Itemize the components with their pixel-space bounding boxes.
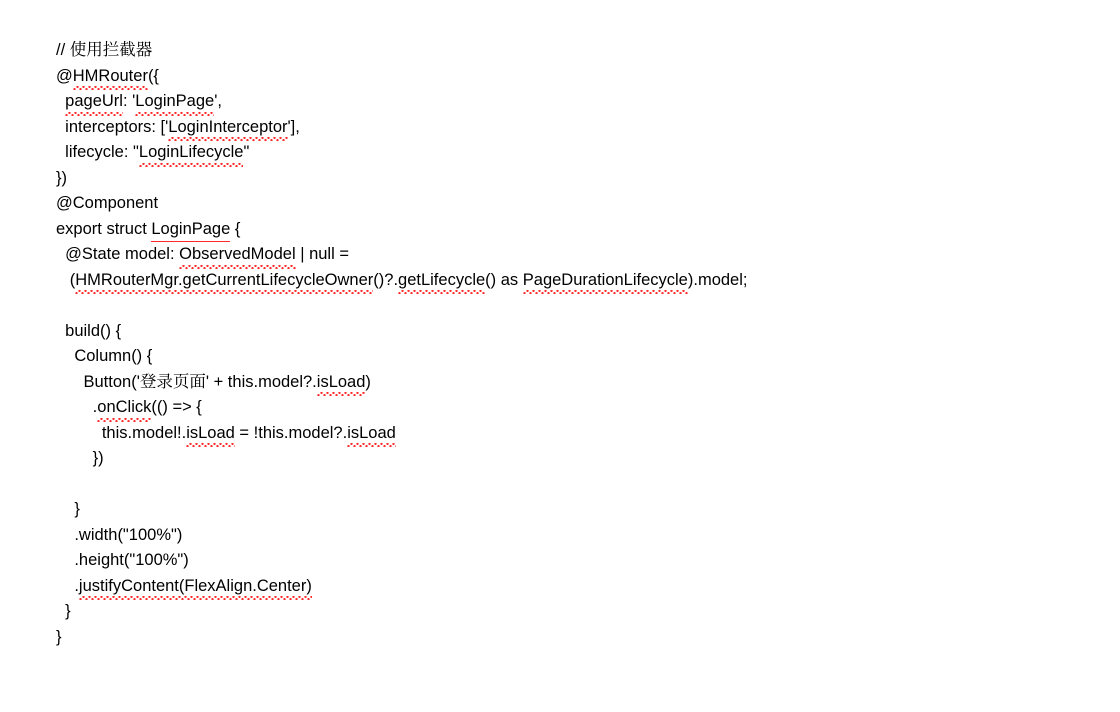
code-line: [56, 599, 1096, 625]
code-line: [56, 115, 1096, 141]
code-text: ): [365, 372, 371, 391]
code-text: Column() {: [56, 347, 153, 365]
code-text: ).model;: [687, 270, 748, 289]
code-text: onClick: [97, 395, 151, 421]
code-line: [56, 64, 1096, 90]
code-line: [56, 38, 1096, 64]
code-text: }): [56, 168, 68, 187]
code-text: HMRouterMgr.getCurrentLifecycleOwner: [75, 268, 373, 294]
code-line-blank: [56, 472, 1096, 498]
code-line: [56, 574, 1096, 600]
code-text: @Component: [56, 194, 159, 212]
code-text: isLoad: [186, 421, 235, 447]
code-text: () as: [485, 270, 523, 289]
code-text: }: [56, 627, 62, 646]
code-text: ()?.: [373, 270, 399, 289]
code-text: }): [56, 449, 104, 467]
code-text: lifecycle: ": [56, 143, 139, 161]
code-text: }: [56, 602, 71, 620]
code-text: '],: [287, 117, 300, 136]
code-text: pageUrl: [65, 89, 123, 115]
code-line: [56, 344, 1096, 370]
code-line: [56, 89, 1096, 115]
code-text: {: [230, 219, 241, 238]
code-text: HMRouter: [73, 64, 148, 90]
code-text: .: [56, 398, 98, 416]
code-text: getLifecycle: [398, 268, 485, 294]
code-text: ObservedModel: [179, 242, 295, 268]
code-text: this.model!.: [56, 423, 187, 442]
code-snippet: [56, 38, 1096, 650]
code-text: .width("100%"): [56, 525, 183, 544]
code-text: ({: [147, 66, 159, 85]
code-line: [56, 446, 1096, 472]
code-text: ": [243, 143, 250, 161]
code-text: export struct: [56, 219, 152, 238]
code-text: isLoad: [317, 370, 366, 396]
code-text: justifyContent(FlexAlign.Center): [79, 574, 312, 600]
code-line: [56, 523, 1096, 549]
code-text: // 使用拦截器: [56, 41, 153, 59]
code-line: [56, 395, 1096, 421]
code-line: [56, 268, 1096, 294]
code-line: [56, 166, 1096, 192]
code-line: [56, 140, 1096, 166]
code-text: | null =: [295, 245, 349, 263]
code-line: [56, 497, 1096, 523]
code-line-blank: [56, 293, 1096, 319]
code-text: interceptors: [': [56, 117, 169, 136]
code-text: LoginLifecycle: [139, 140, 244, 166]
code-text: (: [56, 270, 76, 289]
code-text: @State model:: [56, 245, 180, 263]
code-text: ',: [214, 92, 222, 110]
code-line: [56, 370, 1096, 396]
code-text: @: [56, 66, 73, 85]
code-line: [56, 242, 1096, 268]
code-line: [56, 421, 1096, 447]
code-line: [56, 319, 1096, 345]
code-text: PageDurationLifecycle: [523, 268, 688, 294]
code-text: Button('登录页面' + this.model?.: [56, 372, 317, 391]
code-text: build() {: [56, 321, 122, 340]
code-line: [56, 217, 1096, 243]
code-text: }: [56, 500, 80, 518]
code-text: (() => {: [151, 398, 202, 416]
code-text: LoginPage: [151, 217, 230, 243]
code-line: [56, 548, 1096, 574]
code-text: LoginInterceptor: [168, 115, 287, 141]
code-line: [56, 191, 1096, 217]
code-text: .: [56, 576, 79, 595]
code-text: LoginPage: [135, 89, 214, 115]
code-text: [56, 92, 65, 110]
code-line: [56, 625, 1096, 651]
code-text: .height("100%"): [56, 551, 189, 569]
code-text: isLoad: [347, 421, 396, 447]
code-text: = !this.model?.: [234, 423, 348, 442]
code-text: : ': [122, 92, 136, 110]
